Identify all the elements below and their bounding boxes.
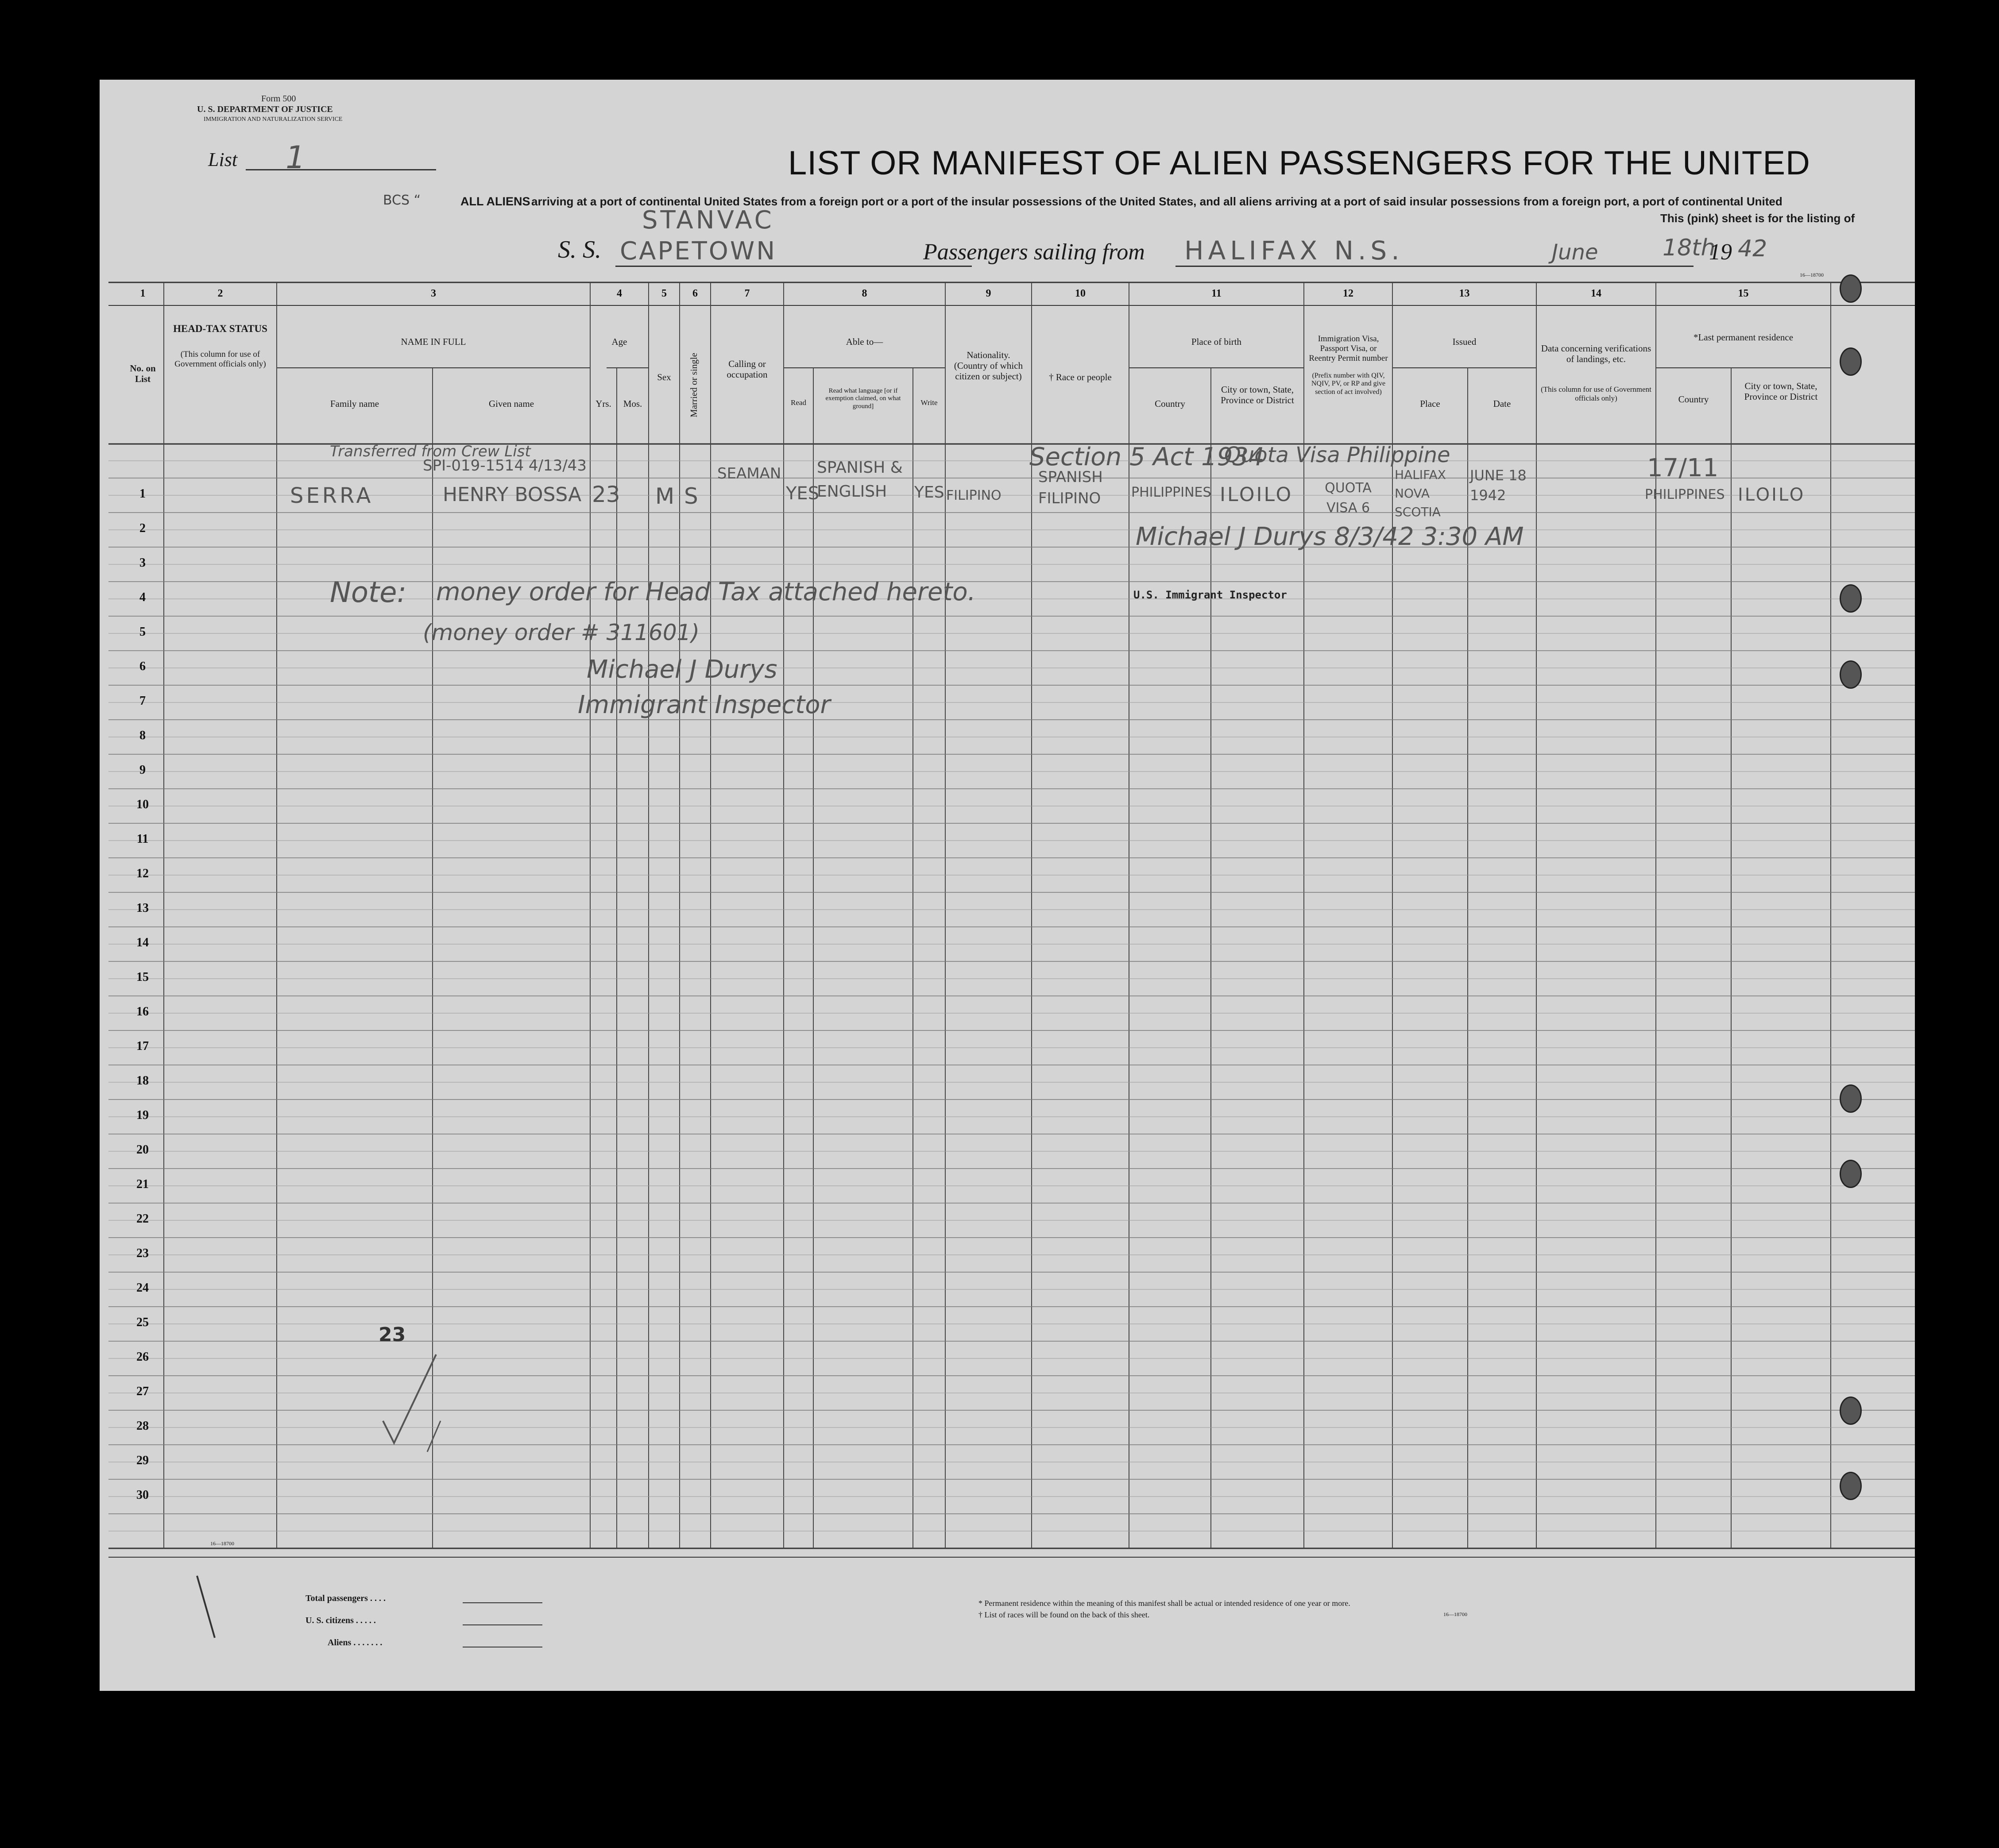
header-issued-date: Date — [1493, 398, 1511, 409]
row-number: 2 — [139, 521, 146, 535]
row-number: 21 — [136, 1177, 149, 1191]
section-note: Section 5 Act 1934 — [1029, 443, 1264, 471]
row-number: 30 — [136, 1488, 149, 1502]
occupation: SEAMAN — [717, 465, 781, 482]
header-name-in-full: NAME IN FULL — [401, 336, 466, 347]
residence-city: ILOILO — [1738, 485, 1806, 505]
year-suffix: 42 — [1738, 235, 1767, 262]
header-read-language: Read what language [or if exemption claimed, on what ground] — [825, 387, 901, 410]
read-yes: YES — [786, 483, 820, 504]
punch-hole — [1840, 274, 1862, 303]
note-money-order: (money order # 311601) — [423, 620, 700, 645]
family-name: SERRA — [290, 483, 374, 508]
row-number: 23 — [136, 1246, 149, 1260]
married-status: S — [684, 483, 698, 509]
col-num-15: 15 — [1738, 288, 1749, 299]
row-number: 7 — [139, 694, 146, 708]
row-number: 17 — [136, 1039, 149, 1053]
header-no-on-list: No. on List — [130, 363, 156, 385]
manifest-title: LIST OR MANIFEST OF ALIEN PASSENGERS FOR THE UNITED — [788, 144, 1810, 182]
header-pob-country: Country — [1155, 398, 1185, 409]
row-number: 24 — [136, 1281, 149, 1295]
col-num-4: 4 — [617, 288, 622, 299]
header-able-to: Able to— — [846, 336, 883, 347]
row-number: 6 — [139, 660, 146, 673]
col-num-11: 11 — [1211, 288, 1222, 299]
header-place-of-birth: Place of birth — [1191, 336, 1242, 347]
us-citizens-line — [463, 1624, 542, 1625]
form-number: Form 500 — [261, 94, 296, 104]
punch-hole — [1840, 1084, 1862, 1113]
crew-reference: SPI-019-1514 4/13/43 — [423, 457, 587, 475]
note-text: money order for Head Tax attached hereto. — [436, 578, 976, 606]
row-number: 27 — [136, 1385, 149, 1398]
header-visa: Immigration Visa, Passport Visa, or Reentry Permit number — [1309, 334, 1388, 363]
instructions-prefix: ALL ALIENS — [460, 195, 530, 208]
row-number: 15 — [136, 970, 149, 984]
punch-hole — [1840, 347, 1862, 376]
footer-total-passengers: Total passengers . . . . — [305, 1593, 386, 1603]
col-num-8: 8 — [862, 288, 867, 299]
mark: BCS “ — [383, 193, 421, 208]
note-inspector-title: Immigrant Inspector — [578, 691, 831, 719]
date-month: June — [1552, 240, 1598, 265]
birth-country: PHILIPPINES — [1131, 485, 1211, 500]
col-num-3: 3 — [431, 288, 436, 299]
header-landing: Data concerning verifications of landings, etc. — [1541, 343, 1651, 365]
row-number: 1 — [139, 487, 146, 501]
row-number: 26 — [136, 1350, 149, 1364]
footnote-residence: * Permanent residence within the meaning of this manifest shall be actual or intended residence of one year or more. — [978, 1599, 1350, 1608]
form-code-top: 16—18700 — [1800, 272, 1824, 278]
birth-city: ILOILO — [1220, 483, 1293, 506]
header-residence: *Last permanent residence — [1693, 332, 1794, 343]
header-yrs: Yrs. — [595, 398, 611, 409]
punch-hole — [1840, 1472, 1862, 1500]
col-num-1: 1 — [140, 288, 146, 299]
residence-marker: 17/11 — [1647, 454, 1719, 482]
col-num-5: 5 — [661, 288, 667, 299]
row-number: 20 — [136, 1143, 149, 1157]
read-language: SPANISH & ENGLISH — [817, 459, 903, 501]
row-number: 13 — [136, 901, 149, 915]
note-signature: Michael J Durys — [587, 655, 777, 684]
given-name: HENRY BOSSA — [443, 483, 582, 506]
punch-hole — [1840, 584, 1862, 613]
row-number: 19 — [136, 1108, 149, 1122]
visa-number: QUOTA VISA 6 — [1325, 480, 1372, 516]
header-pob-city: City or town, State, Province or District — [1221, 384, 1294, 406]
punch-hole — [1840, 660, 1862, 689]
header-given-name: Given name — [488, 398, 534, 409]
col-num-2: 2 — [217, 288, 223, 299]
col-num-12: 12 — [1343, 288, 1353, 299]
inspector-stamp: U.S. Immigrant Inspector — [1133, 589, 1287, 601]
header-res-city: City or town, State, Province or District — [1744, 381, 1818, 402]
header-issued: Issued — [1452, 336, 1477, 347]
row-number: 5 — [139, 625, 146, 639]
header-sex: Sex — [657, 372, 671, 382]
header-age: Age — [611, 336, 627, 347]
col-num-13: 13 — [1459, 288, 1470, 299]
instructions-text: arriving at a port of continental United States from a foreign port or a port of the insular possessions of the United States, and all aliens arriving at a port of said insular possessions from a foreign port, a port of continental United — [531, 195, 1782, 208]
footer-us-citizens: U. S. citizens . . . . . — [305, 1616, 376, 1625]
col-num-7: 7 — [744, 288, 750, 299]
footer-aliens: Aliens . . . . . . . — [328, 1638, 383, 1647]
year-prefix: 19 — [1709, 239, 1732, 265]
nationality: FILIPINO — [946, 488, 1001, 503]
punch-hole — [1840, 1160, 1862, 1188]
row-number: 14 — [136, 936, 149, 949]
header-mos: Mos. — [623, 398, 642, 409]
footer-form-code: 16—18700 — [1443, 1611, 1467, 1617]
header-married: Married or single — [688, 353, 699, 417]
visa-note: Quota Visa Philippine — [1224, 443, 1450, 467]
row-number: 25 — [136, 1316, 149, 1329]
row-number: 10 — [136, 798, 149, 811]
header-race: † Race or people — [1049, 372, 1112, 382]
sailing-port: HALIFAX N.S. — [1184, 235, 1404, 266]
department-name: U. S. DEPARTMENT OF JUSTICE — [197, 104, 333, 114]
row-number: 22 — [136, 1212, 149, 1226]
issued-place: HALIFAX NOVA SCOTIA — [1395, 467, 1446, 519]
footnote-races: † List of races will be found on the back of this sheet. — [978, 1610, 1150, 1619]
manifest-grid — [100, 80, 1915, 1691]
header-write: Write — [920, 398, 938, 407]
header-read: Read — [791, 398, 806, 407]
manifest-sheet — [100, 80, 1915, 1691]
punch-hole — [1840, 1397, 1862, 1425]
note-label: Note: — [330, 576, 407, 609]
residence-country: PHILIPPINES — [1645, 487, 1725, 502]
transferred-note: Transferred from Crew List — [330, 443, 531, 460]
col-num-10: 10 — [1075, 288, 1086, 299]
row-number: 18 — [136, 1074, 149, 1088]
row-number: 12 — [136, 867, 149, 880]
sex: M — [655, 483, 675, 509]
header-res-country: Country — [1678, 394, 1709, 405]
header-family-name: Family name — [330, 398, 379, 409]
col-num-6: 6 — [692, 288, 698, 299]
row-number: 11 — [136, 832, 149, 846]
list-number: 1 — [286, 139, 305, 176]
col-num-9: 9 — [986, 288, 991, 299]
header-landing-note: (This column for use of Government officials only) — [1541, 385, 1651, 402]
footer-form-code-left: 16—18700 — [210, 1540, 234, 1547]
tally-number: 23 — [379, 1323, 406, 1346]
service-name: IMMIGRATION AND NATURALIZATION SERVICE — [204, 116, 343, 123]
row-number: 29 — [136, 1454, 149, 1467]
sailing-label: Passengers sailing from — [923, 239, 1145, 265]
header-head-tax: HEAD-TAX STATUS — [173, 323, 267, 334]
inspector-signature: Michael J Durys 8/3/42 3:30 AM — [1136, 522, 1524, 551]
list-label: List — [208, 149, 238, 170]
race: SPANISH FILIPINO — [1038, 468, 1103, 507]
row-number: 8 — [139, 729, 146, 742]
ss-label: S. S. — [558, 236, 601, 263]
ship-name-line2: CAPETOWN — [620, 237, 777, 266]
instructions-line2: This (pink) sheet is for the listing of — [1660, 212, 1855, 225]
row-number: 4 — [139, 590, 146, 604]
row-number: 9 — [139, 763, 146, 777]
row-number: 3 — [139, 556, 146, 570]
issued-date: JUNE 18 1942 — [1470, 467, 1527, 504]
write-yes: YES — [914, 483, 944, 502]
header-head-tax-note: (This column for use of Government officials only) — [174, 350, 266, 369]
total-passengers-line — [463, 1602, 542, 1603]
col-num-14: 14 — [1591, 288, 1601, 299]
ship-name-line1: STANVAC — [642, 206, 774, 235]
row-number: 28 — [136, 1419, 149, 1433]
header-issued-place: Place — [1420, 398, 1440, 409]
date-day: 18th — [1663, 235, 1716, 261]
header-calling: Calling or occupation — [727, 359, 768, 380]
age-years: 23 — [592, 482, 620, 507]
header-visa-note: (Prefix number with QIV, NQIV, PV, or RP and give section of act involved) — [1311, 372, 1386, 396]
header-nationality: Nationality. (Country of which citizen or subject) — [954, 350, 1023, 382]
row-number: 16 — [136, 1005, 149, 1019]
